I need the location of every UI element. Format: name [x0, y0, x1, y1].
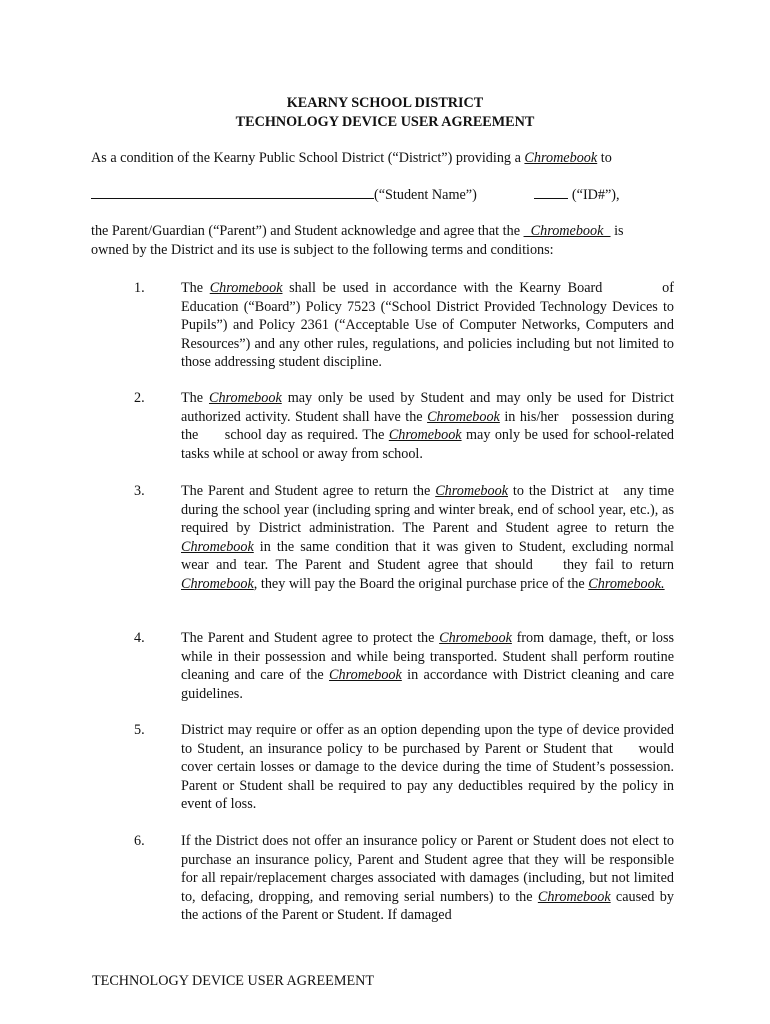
condition-suffix: to [597, 150, 612, 166]
ack-device: Chromebook [523, 223, 611, 239]
student-id-blank [534, 185, 568, 199]
term-number-3: 3. [134, 483, 145, 499]
title-district: KEARNY SCHOOL DISTRICT [286, 95, 484, 111]
term-number-1: 1. [134, 280, 145, 296]
term-text-3: The Parent and Student agree to return the Chromebook to the District at any time during the school year (including spring and winter break, end of school year, etc.), as required by District administration. The Parent and Student agree to return the Chromebook in the same condition that it was given to Student, excluding normal wear and tear. The Parent and Student agree that should they fail to return Chromebook, they will pay the Board the original purchase price of the Chromebook. [181, 483, 674, 592]
term-text-1: The Chromebook shall be used in accordance with the Kearny Board of Education (“Board”) Policy 7523 (“School District Provided Technology Devices to Pupils”) and Policy 2361 (“Acceptable Use of Computer Networks, Computers and Resources”) and any other rules, regulations, and policies including but not limited to those addressing student discipline. [181, 280, 674, 371]
ack-suffix: is [610, 223, 624, 239]
student-id-label: (“ID#”), [571, 187, 620, 203]
term-number-2: 2. [134, 390, 145, 406]
term-text-5: District may require or offer as an option depending upon the type of device provided to Student, an insurance policy to be purchased by Parent or Student that would cover certain losses or damage to the device during the time of Student’s possession. Parent or Student shall be required to pay any deductibles required by the policy in event of loss. [181, 722, 674, 813]
condition-prefix: As a condition of the Kearny Public School District (“District”) providing a [91, 150, 525, 166]
term-text-6: If the District does not offer an insurance policy or Parent or Student does not elect to purchase an insurance policy, Parent and Student agree that they will be responsible for all repair/replacement charges associated with damages (including, but not limited to, defacing, dropping, and removing serial numbers) to the Chromebook caused by the actions of the Parent or Student. If damaged [181, 833, 674, 924]
title-agreement: TECHNOLOGY DEVICE USER AGREEMENT [235, 113, 535, 130]
student-info-line [91, 185, 620, 205]
ack-prefix: the Parent/Guardian (“Parent”) and Student acknowledge and agree that the [91, 223, 524, 239]
acknowledgement-line-1 [91, 222, 624, 241]
term-number-4: 4. [134, 630, 145, 646]
document-title [0, 94, 770, 131]
condition-device: Chromebook [524, 150, 598, 166]
student-name-label: (“Student Name”) [374, 187, 477, 203]
term-text-2: The Chromebook may only be used by Student and may only be used for District authorized activity. Student shall have the Chromebook in his/her possession during the school day as required. The Chromebook may only be used for school-related tasks while at school or away from school. [181, 390, 675, 462]
acknowledgement-line-2: owned by the District and its use is subject to the following terms and conditions: [91, 242, 554, 258]
term-number-6: 6. [134, 833, 145, 849]
term-number-5: 5. [134, 722, 145, 738]
condition-line [91, 149, 612, 168]
student-name-blank [91, 185, 374, 199]
term-text-4: The Parent and Student agree to protect the Chromebook from damage, theft, or loss while in their possession and while being transported. Student shall perform routine cleaning and care of the Chromebook in accordance with District cleaning and care guidelines. [181, 630, 675, 702]
page-footer: TECHNOLOGY DEVICE USER AGREEMENT [92, 973, 375, 989]
